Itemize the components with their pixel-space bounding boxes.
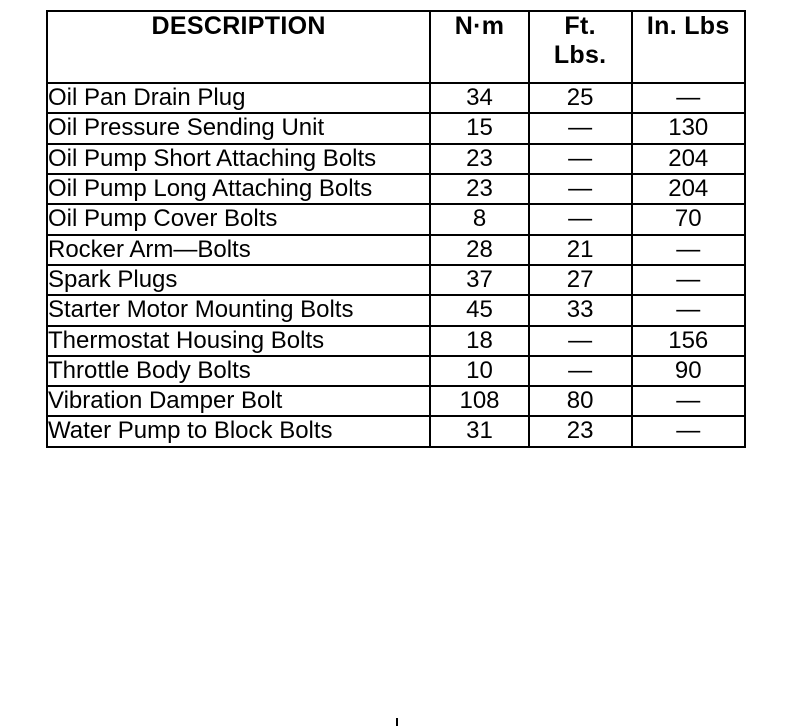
column-header-ft-lbs-line2: Lbs. bbox=[553, 41, 607, 69]
cell-in-lbs: — bbox=[632, 83, 746, 113]
table-row bbox=[47, 235, 745, 265]
cell-nm: 18 bbox=[430, 326, 528, 356]
cell-ft-lbs: — bbox=[529, 144, 632, 174]
table-header bbox=[47, 11, 745, 83]
cell-nm: 10 bbox=[430, 356, 528, 386]
column-header-in-lbs: In. Lbs bbox=[632, 11, 746, 83]
cell-description: Oil Pump Cover Bolts bbox=[47, 204, 430, 234]
cell-description: Water Pump to Block Bolts bbox=[47, 416, 430, 446]
cell-nm: 34 bbox=[430, 83, 528, 113]
cell-ft-lbs: 21 bbox=[529, 235, 632, 265]
cell-in-lbs: 156 bbox=[632, 326, 746, 356]
table-row bbox=[47, 386, 745, 416]
cell-ft-lbs: — bbox=[529, 204, 632, 234]
cell-ft-lbs: 27 bbox=[529, 265, 632, 295]
cell-description: Oil Pressure Sending Unit bbox=[47, 113, 430, 143]
cell-ft-lbs: 80 bbox=[529, 386, 632, 416]
cell-nm: 23 bbox=[430, 174, 528, 204]
cell-in-lbs: 130 bbox=[632, 113, 746, 143]
cell-nm: 8 bbox=[430, 204, 528, 234]
cell-ft-lbs: — bbox=[529, 113, 632, 143]
cell-nm: 31 bbox=[430, 416, 528, 446]
cell-nm: 37 bbox=[430, 265, 528, 295]
column-header-nm: N·m bbox=[430, 11, 528, 83]
cell-ft-lbs: — bbox=[529, 356, 632, 386]
cell-description: Oil Pump Short Attaching Bolts bbox=[47, 144, 430, 174]
table-row bbox=[47, 174, 745, 204]
table-row bbox=[47, 113, 745, 143]
cell-in-lbs: — bbox=[632, 416, 746, 446]
table-row bbox=[47, 83, 745, 113]
table-row bbox=[47, 295, 745, 325]
cell-ft-lbs: 23 bbox=[529, 416, 632, 446]
torque-specifications-table bbox=[46, 10, 746, 448]
cell-description: Throttle Body Bolts bbox=[47, 356, 430, 386]
table-row bbox=[47, 265, 745, 295]
column-header-ft-lbs-line1: Ft. bbox=[564, 12, 596, 40]
cell-nm: 15 bbox=[430, 113, 528, 143]
cell-description: Thermostat Housing Bolts bbox=[47, 326, 430, 356]
cell-nm: 45 bbox=[430, 295, 528, 325]
cell-description: Starter Motor Mounting Bolts bbox=[47, 295, 430, 325]
cell-in-lbs: — bbox=[632, 386, 746, 416]
page-tick-mark bbox=[396, 718, 398, 726]
cell-nm: 23 bbox=[430, 144, 528, 174]
table-row bbox=[47, 416, 745, 446]
cell-in-lbs: 70 bbox=[632, 204, 746, 234]
cell-in-lbs: 204 bbox=[632, 144, 746, 174]
column-header-description: DESCRIPTION bbox=[47, 11, 430, 83]
table-row bbox=[47, 204, 745, 234]
cell-ft-lbs: 25 bbox=[529, 83, 632, 113]
cell-in-lbs: 204 bbox=[632, 174, 746, 204]
cell-in-lbs: — bbox=[632, 265, 746, 295]
cell-nm: 28 bbox=[430, 235, 528, 265]
cell-ft-lbs: — bbox=[529, 174, 632, 204]
cell-ft-lbs: — bbox=[529, 326, 632, 356]
table-header-row bbox=[47, 11, 745, 83]
cell-description: Vibration Damper Bolt bbox=[47, 386, 430, 416]
cell-ft-lbs: 33 bbox=[529, 295, 632, 325]
table-row bbox=[47, 144, 745, 174]
cell-description: Rocker Arm—Bolts bbox=[47, 235, 430, 265]
table-row bbox=[47, 326, 745, 356]
cell-nm: 108 bbox=[430, 386, 528, 416]
cell-description: Oil Pan Drain Plug bbox=[47, 83, 430, 113]
table-row bbox=[47, 356, 745, 386]
column-header-ft-lbs bbox=[529, 11, 632, 83]
cell-description: Spark Plugs bbox=[47, 265, 430, 295]
cell-in-lbs: 90 bbox=[632, 356, 746, 386]
cell-description: Oil Pump Long Attaching Bolts bbox=[47, 174, 430, 204]
table-body bbox=[47, 83, 745, 447]
cell-in-lbs: — bbox=[632, 235, 746, 265]
cell-in-lbs: — bbox=[632, 295, 746, 325]
